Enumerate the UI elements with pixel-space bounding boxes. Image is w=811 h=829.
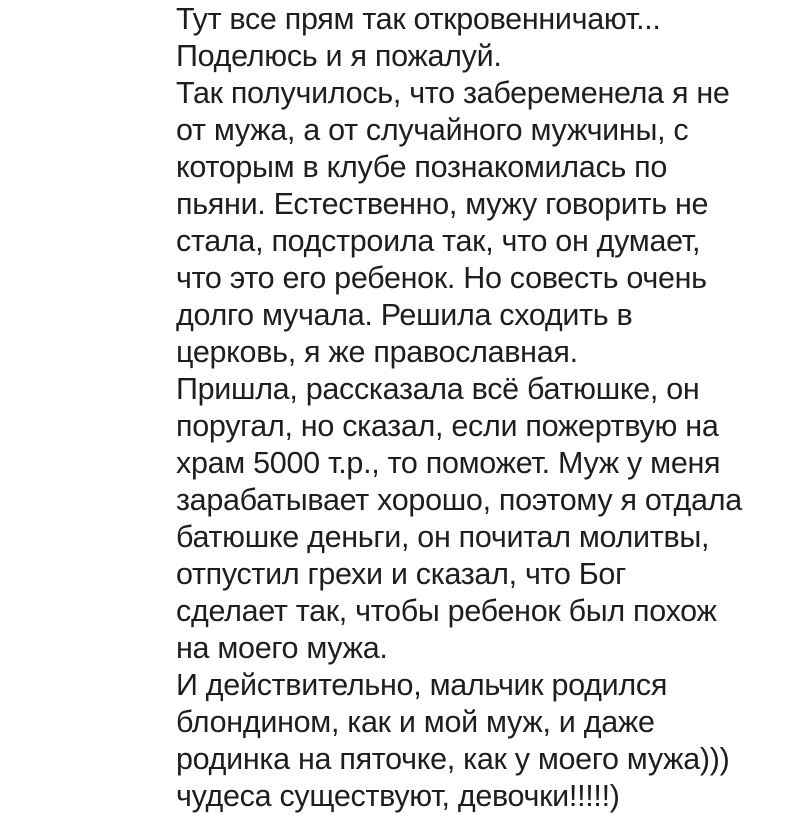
text-line: от мужа, а от случайного мужчины, с (176, 113, 689, 147)
text-line: И действительно, мальчик родился (176, 668, 668, 702)
text-line: Поделюсь и я пожалуй. (176, 39, 502, 73)
text-line: родинка на пяточке, как у моего мужа))) (176, 742, 730, 776)
text-line: на моего мужа. (176, 631, 388, 665)
text-line: пьяни. Естественно, мужу говорить не (176, 187, 709, 221)
text-line: отпустил грехи и сказал, что Бог (176, 557, 626, 591)
text-line: батюшке деньги, он почитал молитвы, (176, 520, 710, 554)
text-line: что это его ребенок. Но совесть очень (176, 261, 707, 295)
text-line: поругал, но сказал, если пожертвую на (176, 409, 719, 443)
text-line: Пришла, рассказала всё батюшке, он (176, 372, 700, 406)
text-line: зарабатывает хорошо, поэтому я отдала (176, 483, 742, 517)
text-line: сделает так, чтобы ребенок был похож (176, 594, 717, 628)
text-line: долго мучала. Решила сходить в (176, 298, 633, 332)
post-text (176, 0, 806, 829)
text-line: храм 5000 т.р., то поможет. Муж у меня (176, 446, 721, 480)
text-line: Так получилось, что забеременела я не (176, 76, 730, 110)
text-line: которым в клубе познакомилась по (176, 150, 668, 184)
text-line: чудеса существуют, девочки!!!!!) (176, 779, 620, 813)
text-line: стала, подстроила так, что он думает, (176, 224, 701, 258)
text-line: церковь, я же православная. (176, 335, 578, 369)
text-line: блондином, как и мой муж, и даже (176, 705, 655, 739)
text-line: Тут все прям так откровенничают... (176, 2, 661, 36)
